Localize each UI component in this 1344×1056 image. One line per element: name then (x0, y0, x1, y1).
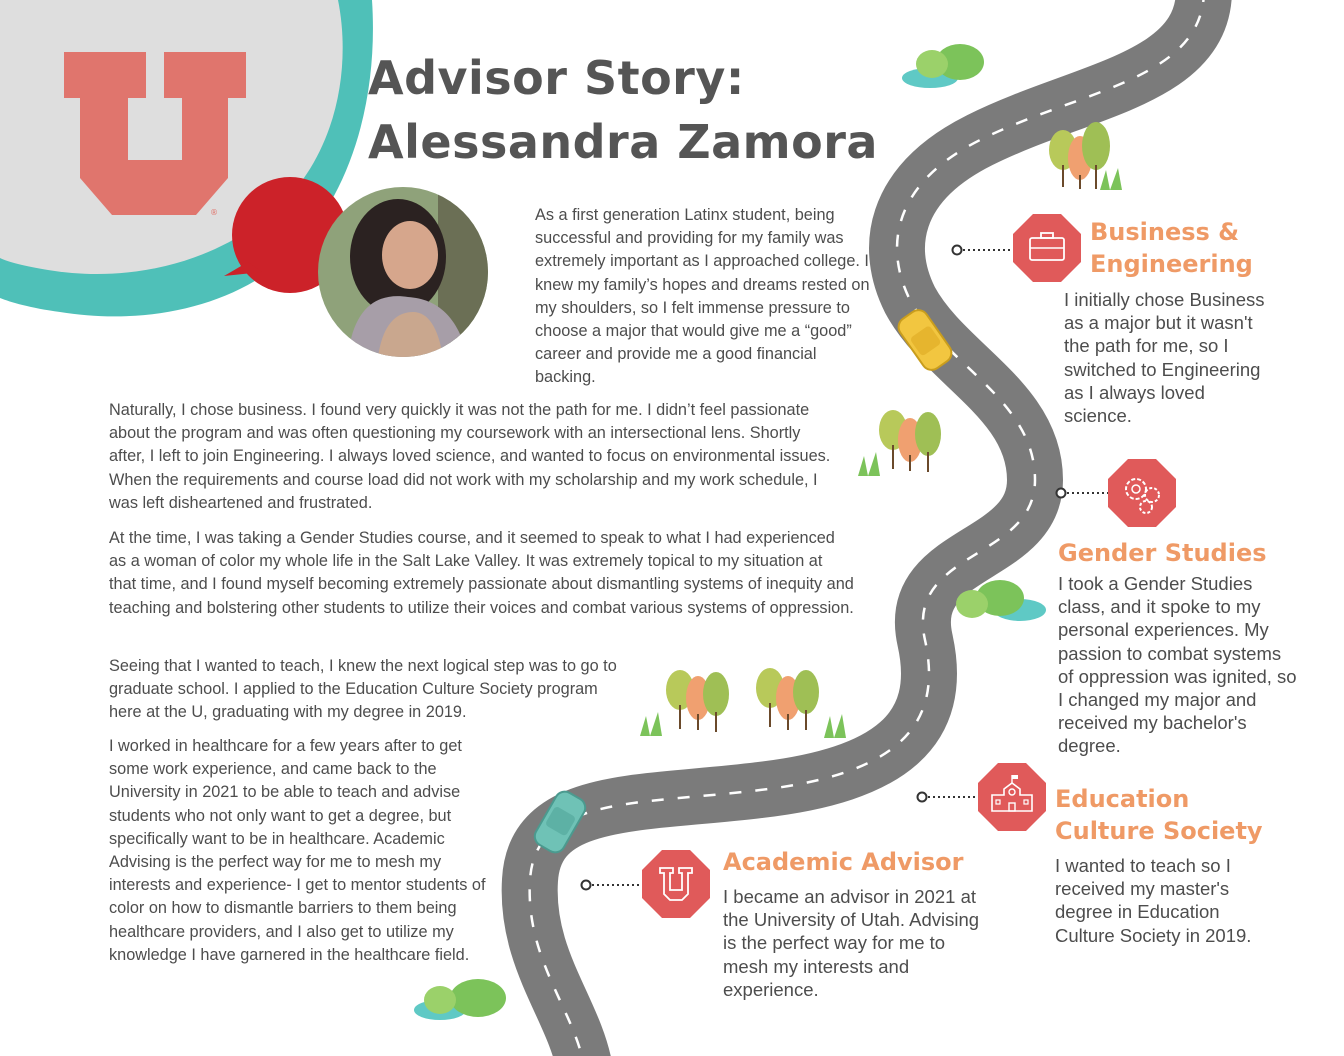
milestone-education-title (1055, 783, 1335, 847)
school-building-icon (978, 763, 1046, 831)
story-intro: As a first generation Latinx student, being successful and providing for my family was extremely important as I approached college. I knew my family’s hopes and dreams rested on my shoulders, so I felt immense pressure to choose a major that would give me a “good” career and provide me a good financial backing. (535, 206, 870, 387)
milestone-education-title-line-1: Education (1055, 785, 1190, 813)
milestone-business-title-line-2: Engineering (1090, 250, 1253, 278)
trees-icon (640, 670, 729, 736)
svg-text:®: ® (210, 208, 218, 217)
story-paragraph-2: At the time, I was taking a Gender Studies course, and it seemed to speak to what I had experienced as a woman of color my whole life in the Salt Lake Valley. It was extremely topical to my situation at that time, and I found myself becoming extremely passionate about dismantling systems of inequity and teaching and bolstering other students to utilize their voices and combat various systems of oppression. (109, 529, 854, 617)
milestone-gender-text: I took a Gender Studies class, and it spoke to my personal experiences. My passion to combat systems of oppression was ignited, so I changed my major and received my bachelor's degree. (1058, 573, 1297, 757)
story-paragraph-3: Seeing that I wanted to teach, I knew the next logical step was to go to graduate school. I applied to the Education Culture Society program here at the U, graduating with my degree in 2019. (109, 657, 617, 722)
milestone-advisor-text: I became an advisor in 2021 at the University of Utah. Advising is the perfect way for me to mesh my interests and experience. (723, 886, 980, 1000)
trees-icon (858, 410, 941, 476)
block-u-icon (642, 850, 710, 918)
connector-gender (1057, 489, 1111, 498)
milestone-business-title (1090, 216, 1330, 280)
title-line-1: Advisor Story: (368, 51, 745, 105)
page-title (368, 46, 878, 174)
bush-icon (902, 44, 984, 88)
title-line-2: Alessandra Zamora (368, 115, 878, 169)
connector-advisor (582, 881, 645, 890)
milestone-business-text: I initially chose Business as a major but it wasn't the path for me, so I switched to Engineering as I always loved science. (1064, 289, 1265, 427)
connector-business (953, 246, 1015, 255)
trees-icon (1049, 122, 1122, 190)
profile-photo (318, 187, 488, 357)
milestone-advisor-title: Academic Advisor (723, 848, 964, 876)
milestone-business-title-line-1: Business & (1090, 218, 1240, 246)
milestone-education-text: I wanted to teach so I received my master's degree in Education Culture Society in 2019. (1055, 855, 1252, 946)
milestone-gender-title: Gender Studies (1058, 539, 1267, 567)
story-paragraph-1: Naturally, I chose business. I found very quickly it was not the path for me. I didn’t feel passionate about the program and was often questioning my coursework with an intersectional lens. Shortly after, I left to join Engineering. I always loved science, and wanted to focus on environmental issues. When the requirements and course load did not work with my scholarship and my work schedule, I was left disheartened and frustrated. (109, 401, 831, 512)
briefcase-icon (1013, 214, 1081, 282)
bush-icon (414, 979, 506, 1020)
story-paragraph-4: I worked in healthcare for a few years after to get some work experience, and came back to the University in 2021 to be able to teach and advise students who not only want to get a degree, but specifically want to be in healthcare. Academic Advising is the perfect way for me to mesh my interests and experience- I get to mentor students of color on how to dismantle barriers to them being healthcare providers, and I also get to utilize my knowledge I have garnered in the healthcare field. (109, 737, 486, 964)
trees-icon (756, 668, 846, 738)
connector-education (918, 793, 979, 802)
gears-icon (1108, 459, 1176, 527)
milestone-education-title-line-2: Culture Society (1055, 817, 1263, 845)
